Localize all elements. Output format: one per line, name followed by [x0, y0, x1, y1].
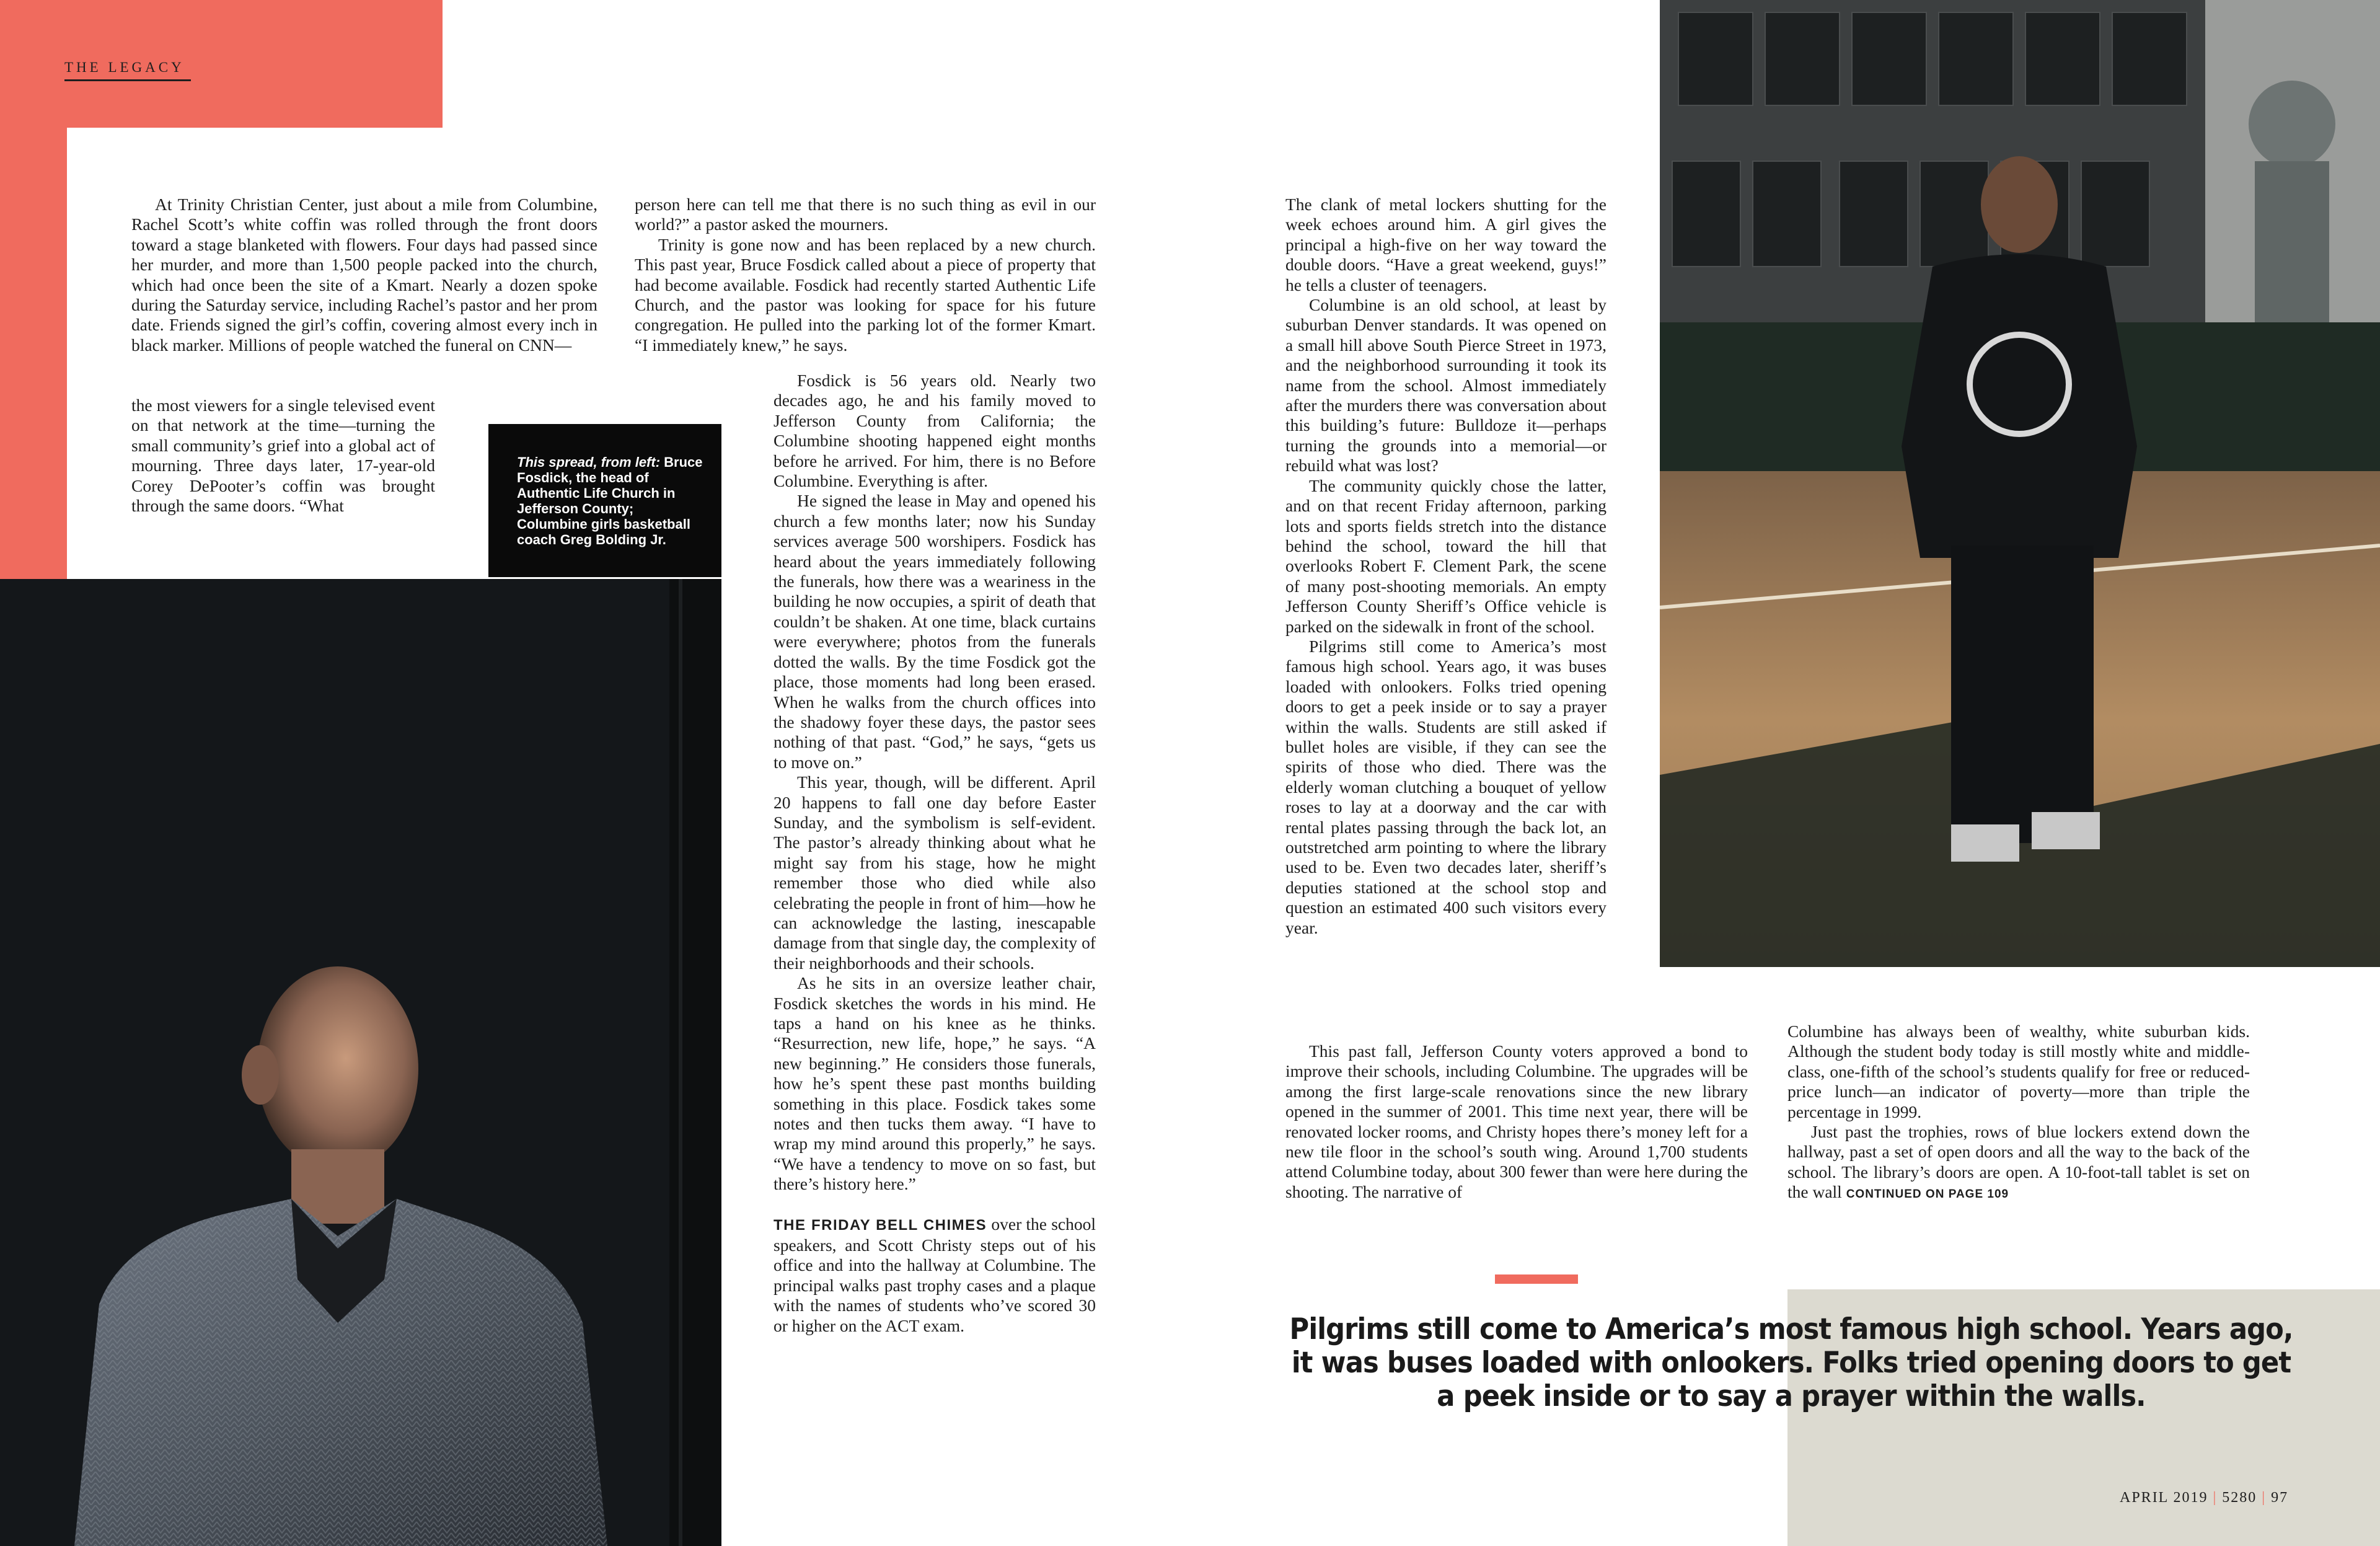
caption-lead: This spread, from left: — [517, 454, 661, 470]
page-folio — [2120, 1490, 2288, 1506]
photo-bruce-fosdick — [0, 579, 721, 1546]
body-paragraph: This past fall, Jefferson County voters approved a bond to improve their schools, including Columbine. The upgrades will be among the first large-scale renovations since the new library opened in the summer of 2001. This time next year, there will be renovated locker rooms, and Christy hopes there’s money left for a new tile floor in the school’s south wing. Around 1,700 students attend Columbine today, about 300 fewer than were here during the shooting. The narrative of — [1285, 1041, 1748, 1201]
folio-magazine: 5280 — [2222, 1490, 2257, 1506]
photo-greg-bolding-gym — [1660, 0, 2380, 967]
section-runin: THE FRIDAY BELL CHIMES — [774, 1216, 987, 1234]
body-column-2b — [774, 371, 1096, 1336]
body-column-3 — [1285, 195, 1606, 938]
folio-date: APRIL 2019 — [2120, 1490, 2208, 1506]
pull-quote: Pilgrims still come to America’s most famous high school. Years ago, it was buses loaded with onlookers. Folks tried opening doors to get a peek inside or to say a prayer within the walls. — [1289, 1312, 2293, 1413]
body-text: Just past the trophies, rows of blue lockers extend down the hallway, past a set of open doors and all the way to the back of the school. The library’s doors are open. A 10-foot-tall tablet is set on the wall — [1787, 1122, 2250, 1202]
body-paragraph: As he sits in an oversize leather chair, Fosdick sketches the words in his mind. He taps a hand on his knee as he thinks. “Resurrection, new life, hope,” he says. “A new beginning.” He considers those funerals, how he’s spent these past months building something in this place. Fosdick takes some notes and then tucks them away. “I have to wrap my mind around this properly,” he says. “We have a tendency to move on so fast, but there’s history here.” — [774, 973, 1096, 1194]
body-column-2 — [635, 195, 1096, 355]
portrait-illustration — [0, 579, 721, 1546]
continued-link[interactable]: CONTINUED ON PAGE 109 — [1846, 1188, 2009, 1201]
body-column-4 — [1787, 1022, 2250, 1205]
body-paragraph: Pilgrims still come to America’s most famous high school. Years ago, it was buses loaded with onlookers. Folks tried opening doors to get a peek inside or to say a prayer within the walls. Students are still asked if bullet holes are visible, if they can see the spirits of those who died. There was the elderly woman clutching a bouquet of yellow roses to lay at a doorway and the car with rental plates passing through the back lot, an outstretched arm pointing to where the library used to be. Even two decades later, sheriff’s deputies stationed at the school stop and question an estimated 400 such visitors every year. — [1285, 636, 1606, 937]
accent-block-side — [0, 128, 67, 579]
photo-caption — [517, 454, 703, 547]
body-paragraph: the most viewers for a single televised event on that network at the time—turning the small community’s grief into a global act of mourning. Three days later, 17-year-old Corey DePooter’s coffin was brought through the same doors. “What — [131, 395, 435, 516]
pull-quote-rule — [1495, 1274, 1578, 1284]
caption-body: Bruce Fosdick, the head of Authentic Life Church in Jefferson County; Columbine girls basketball coach Greg Bolding Jr. — [517, 454, 703, 547]
body-paragraph — [1787, 1122, 2250, 1205]
folio-page-number: 97 — [2271, 1490, 2289, 1506]
body-paragraph — [774, 1214, 1096, 1336]
runin-body: over the school speakers, and Scott Christy steps out of his office and into the hallway at Columbine. The principal walks past trophy cases and a plaque with the names of students who’ve scored 30 or higher on the ACT exam. — [774, 1214, 1096, 1335]
body-paragraph: Fosdick is 56 years old. Nearly two decades ago, he and his family moved to Jefferson County from California; the Columbine shooting happened eight months before he arrived. For him, there is no Before Columbine. Everything is after. — [774, 371, 1096, 491]
folio-separator: | — [2213, 1490, 2218, 1506]
body-paragraph: This year, though, will be different. April 20 happens to fall one day before Easter Sunday, and the symbolism is self-evident. The pastor’s already thinking about what he might say from his stage, how he might remember those who died while also celebrating the people in front of him—how he can acknowledge the lasting, inescapable damage from that single day, the complexity of their neighborhoods and their schools. — [774, 772, 1096, 973]
body-paragraph: person here can tell me that there is no such thing as evil in our world?” a pastor asked the mourners. — [635, 195, 1096, 234]
body-paragraph: At Trinity Christian Center, just about a mile from Columbine, Rachel Scott’s white coffin was rolled through the front doors toward a stage blanketed with flowers. Four days had passed since her murder, and more than 1,500 people packed into the church, which had once been the site of a Kmart. Nearly a dozen spoke during the Saturday service, including Rachel’s pastor and her prom date. Friends signed the girl’s coffin, covering almost every inch in black marker. Millions of people watched the funeral on CNN— — [131, 195, 597, 355]
body-column-1 — [131, 195, 597, 355]
body-paragraph: The clank of metal lockers shutting for the week echoes around him. A girl gives the principal a high-five on her way toward the double doors. “Have a great weekend, guys!” he tells a cluster of teenagers. — [1285, 195, 1606, 294]
body-column-3b — [1285, 1041, 1748, 1202]
folio-separator: | — [2262, 1490, 2267, 1506]
body-paragraph: Trinity is gone now and has been replaced by a new church. This past year, Bruce Fosdick called about a piece of property that had become available. Fosdick had recently started Authentic Life Church, and the pastor was looking for space for his future congregation. He pulled into the parking lot of the former Kmart. “I immediately knew,” he says. — [635, 234, 1096, 355]
body-paragraph: Columbine is an old school, at least by suburban Denver standards. It was opened on a small hill above South Pierce Street in 1973, and the neighborhood surrounding it took its name from the school. Almost immediately after the murders there was conversation about this building’s future: Bulldoze it—perhaps turning the grounds into a memorial—or rebuild what was lost? — [1285, 295, 1606, 475]
section-label: THE LEGACY — [64, 60, 185, 75]
section-label-underline — [64, 79, 191, 81]
body-column-1-continued — [131, 395, 435, 516]
body-paragraph: The community quickly chose the latter, and on that recent Friday afternoon, parking lots and sports fields stretch into the distance behind the school, toward the hill that overlooks Robert F. Clement Park, the scene of many post-shooting memorials. An empty Jefferson County Sheriff’s Office vehicle is parked on the sidewalk in front of the school. — [1285, 475, 1606, 636]
body-paragraph: He signed the lease in May and opened his church a few months later; now his Sunday services average 500 worshipers. Fosdick has heard about the years immediately following the funerals, how there was a weariness in the building he now occupies, a spirit of death that couldn’t be shaken. At one time, black curtains were everywhere; photos from the funerals dotted the walls. By the time Fosdick got the place, those moments had long been erased. When he walks from the church offices into the shadowy foyer these days, the pastor sees nothing of that past. “God,” he says, “gets us to move on.” — [774, 491, 1096, 772]
body-paragraph: Columbine has always been of wealthy, white suburban kids. Although the student body today is still mostly white and middle-class, one-fifth of the school’s students qualify for free or reduced-price lunch—an indicator of poverty—more than triple the percentage in 1999. — [1787, 1022, 2250, 1121]
gym-illustration — [1660, 0, 2380, 967]
